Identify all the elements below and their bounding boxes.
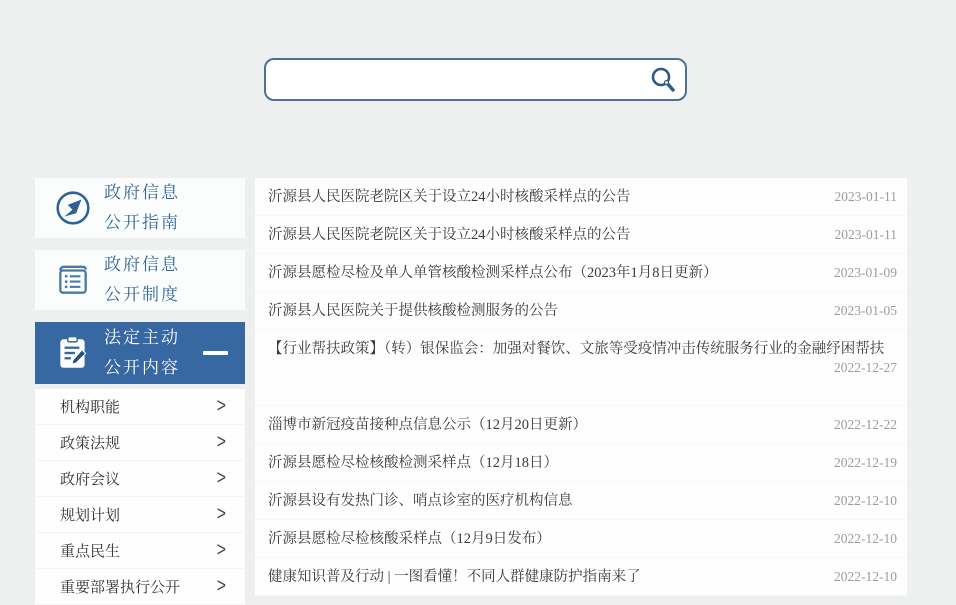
article-row — [255, 558, 907, 596]
article-row — [255, 330, 907, 406]
article-row — [255, 178, 907, 216]
submenu-item-label: 重要部署执行公开 — [60, 580, 181, 596]
submenu-item-policies-regulations[interactable] — [35, 425, 245, 461]
submenu-item-label: 政策法规 — [60, 436, 121, 452]
article-row — [255, 216, 907, 254]
chevron-right-icon: > — [216, 539, 226, 561]
search-box — [264, 58, 687, 101]
article-row — [255, 406, 907, 444]
chevron-right-icon: > — [216, 575, 226, 597]
article-date: 2022-12-10 — [834, 492, 897, 508]
chevron-right-icon: > — [216, 503, 226, 525]
article-link[interactable]: 沂源县愿检尽检核酸检测采样点（12月18日） — [268, 455, 558, 471]
article-link[interactable]: 健康知识普及行动 | 一图看懂！不同人群健康防护指南来了 — [268, 569, 641, 585]
chevron-right-icon: > — [216, 395, 226, 417]
compass-icon — [54, 189, 92, 227]
article-date: 2022-12-10 — [834, 530, 897, 546]
submenu-item-label: 规划计划 — [60, 508, 121, 524]
book-list-icon — [54, 261, 92, 299]
article-link[interactable]: 淄博市新冠疫苗接种点信息公示（12月20日更新） — [268, 417, 587, 433]
submenu-item-key-deployment[interactable] — [35, 569, 245, 605]
article-link[interactable]: 沂源县人民医院关于提供核酸检测服务的公告 — [268, 303, 558, 319]
article-row — [255, 444, 907, 482]
article-date: 2023-01-09 — [834, 264, 897, 280]
sidebar-submenu — [35, 389, 245, 605]
article-link[interactable]: 沂源县愿检尽检核酸采样点（12月9日发布） — [268, 531, 551, 547]
sidebar-item-guide[interactable] — [35, 178, 245, 238]
article-date: 2022-12-27 — [834, 359, 897, 375]
search-icon — [648, 65, 678, 95]
article-link[interactable]: 【行业帮扶政策】（转）银保监会：加强对餐饮、文旅等受疫情冲击传统服务行业的金融纾困帮扶 — [268, 341, 885, 357]
chevron-right-icon: > — [216, 431, 226, 453]
article-link[interactable]: 沂源县人民医院老院区关于设立24小时核酸采样点的公告 — [268, 189, 631, 205]
article-row — [255, 482, 907, 520]
submenu-item-label: 政府会议 — [60, 472, 121, 488]
article-link[interactable]: 沂源县设有发热门诊、哨点诊室的医疗机构信息 — [268, 493, 573, 509]
submenu-item-key-livelihood[interactable] — [35, 533, 245, 569]
sidebar-item-statutory-disclosure[interactable] — [35, 322, 245, 384]
article-list — [255, 178, 907, 596]
article-link[interactable]: 沂源县人民医院老院区关于设立24小时核酸采样点的公告 — [268, 227, 631, 243]
submenu-item-label: 重点民生 — [60, 544, 121, 560]
article-date: 2022-12-10 — [834, 568, 897, 584]
sidebar-item-system[interactable] — [35, 250, 245, 310]
submenu-item-agency-functions[interactable] — [35, 389, 245, 425]
submenu-item-government-meetings[interactable] — [35, 461, 245, 497]
article-row — [255, 520, 907, 558]
article-row — [255, 292, 907, 330]
submenu-item-label: 机构职能 — [60, 400, 121, 416]
collapse-minus-icon[interactable] — [203, 351, 228, 355]
sidebar-item-label: 政府信息 公开制度 — [104, 255, 180, 304]
chevron-right-icon: > — [216, 467, 226, 489]
article-date: 2023-01-11 — [834, 188, 897, 204]
sidebar-item-label: 法定主动 公开内容 — [104, 328, 180, 377]
article-date: 2023-01-11 — [834, 226, 897, 242]
article-date: 2023-01-05 — [834, 302, 897, 318]
sidebar — [35, 178, 245, 605]
search-input[interactable] — [266, 60, 641, 99]
submenu-item-planning[interactable] — [35, 497, 245, 533]
clipboard-pencil-icon — [54, 334, 92, 372]
article-date: 2022-12-19 — [834, 454, 897, 470]
article-row — [255, 254, 907, 292]
sidebar-item-label: 政府信息 公开指南 — [104, 183, 180, 232]
search-button[interactable] — [641, 60, 685, 99]
article-link[interactable]: 沂源县愿检尽检及单人单管核酸检测采样点公布（2023年1月8日更新） — [268, 265, 718, 281]
article-date: 2022-12-22 — [834, 416, 897, 432]
